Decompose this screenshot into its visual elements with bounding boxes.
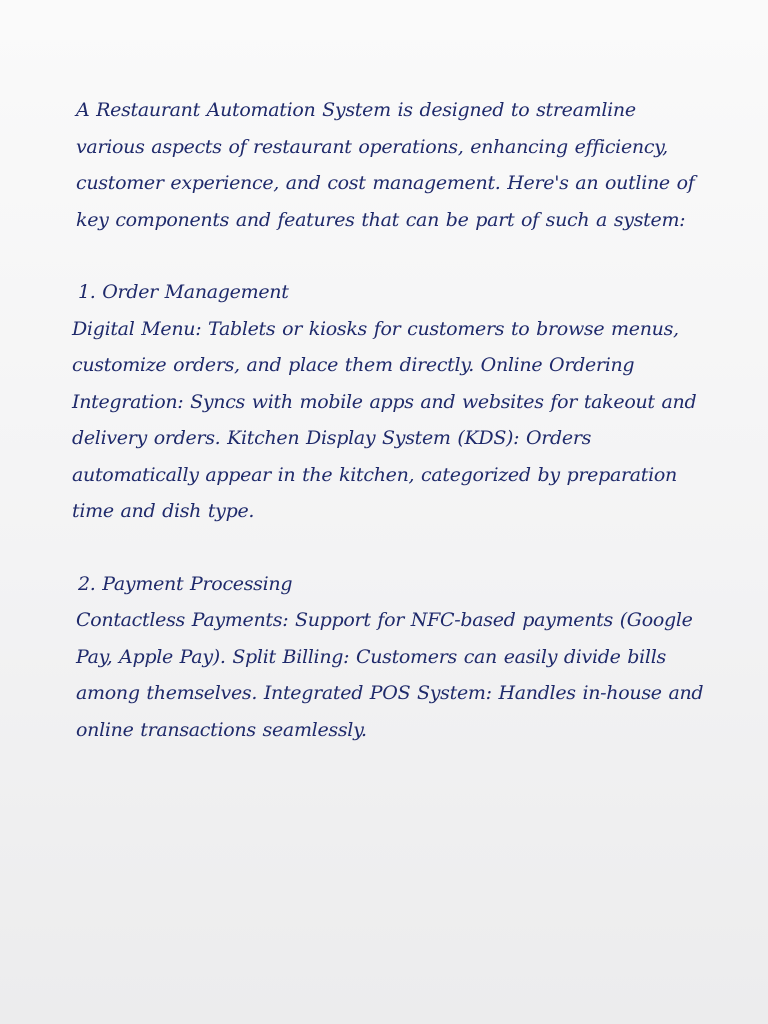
section-body-order-management: Digital Menu: Tablets or kiosks for customers to browse menus, customize orders, and place them directly. Online Ordering Integration: Syncs with mobile apps and websites for takeout and delivery orders. Kitchen Display System (KDS): Orders automatically appear in the kitchen, categorized by preparation time and dish type. <box>72 317 697 522</box>
section-body-payment-processing: Contactless Payments: Support for NFC-based payments (Google Pay, Apple Pay). Split Billing: Customers can easily divide bills among themselves. Integrated POS System: Handles in-house and online transactions seamlessly. <box>76 609 704 741</box>
section-heading-order-management: 1. Order Management <box>78 281 289 303</box>
section-heading-payment-processing: 2. Payment Processing <box>78 572 293 595</box>
intro-paragraph: A Restaurant Automation System is designed to streamline various aspects of restaurant operations, enhancing efficiency, customer experience, and cost management. Here's an outline of key components and features that can be part of such a system: <box>76 99 695 231</box>
